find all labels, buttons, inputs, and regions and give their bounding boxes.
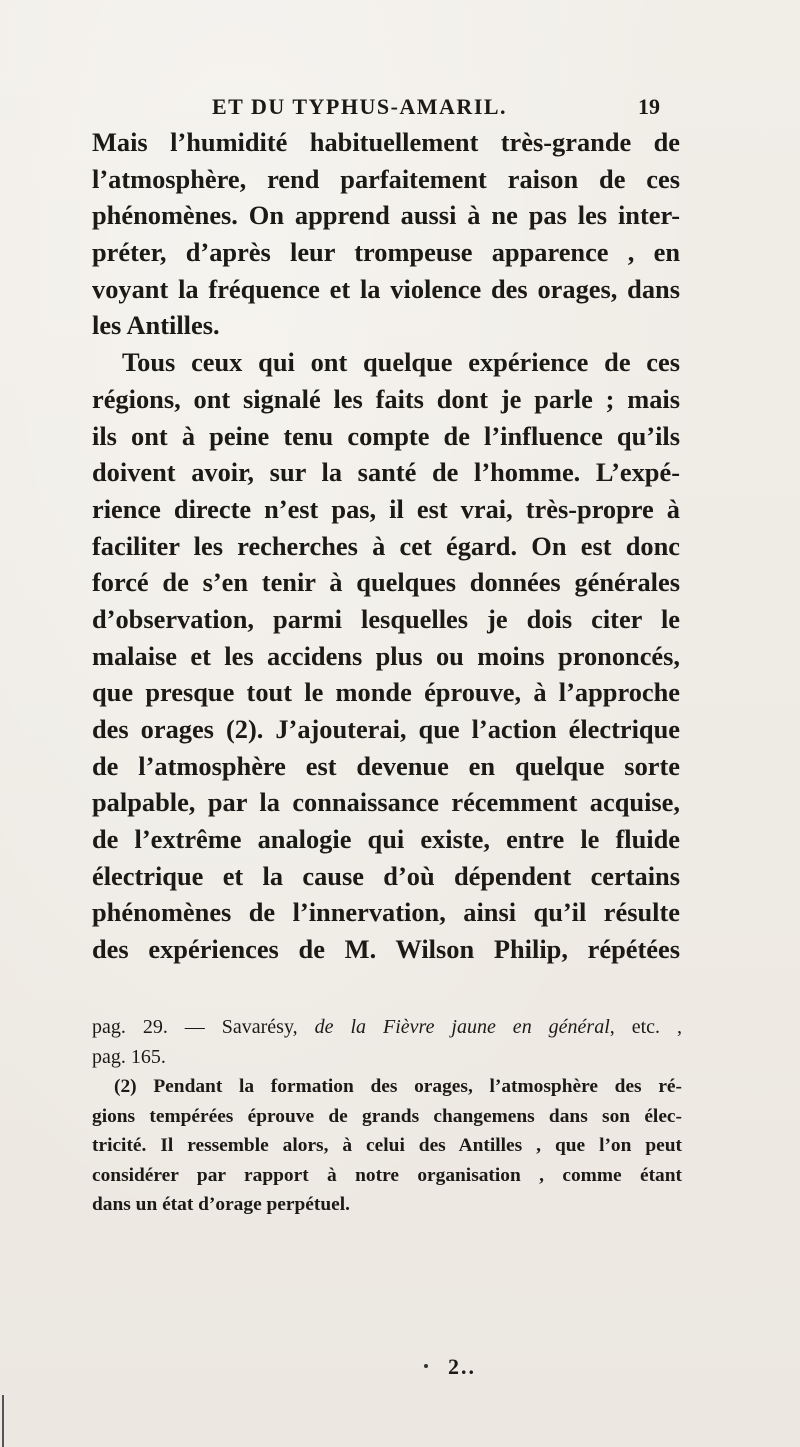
- footnote-2-line: (2) Pendant la formation des orages, l’atmosphère des ré-: [114, 1076, 682, 1097]
- text-line: forcé de s’en tenir à quelques données générales: [92, 567, 680, 598]
- text-line: palpable, par la connaissance récemment acquise,: [92, 787, 680, 818]
- text-line: phénomènes de l’innervation, ainsi qu’il résulte: [92, 897, 680, 928]
- page-edge-mark: [2, 1395, 4, 1447]
- text-line: préter, d’après leur trompeuse apparence , en: [92, 237, 680, 268]
- text-line: des expériences de M. Wilson Philip, répétées: [92, 934, 680, 965]
- text-line: ils ont à peine tenu compte de l’influence qu’ils: [92, 420, 680, 451]
- signature-mark: 2..: [448, 1354, 476, 1379]
- footnote-1-prefix: pag. 29. — Savarésy,: [92, 1016, 315, 1038]
- footnote-1-suffix: , etc. ,: [609, 1016, 682, 1038]
- text-line: l’atmosphère, rend parfaitement raison de ces: [92, 163, 680, 194]
- main-text: [92, 124, 680, 968]
- footnote-2-line: tricité. Il ressemble alors, à celui des Antilles , que l’on peut: [92, 1135, 682, 1156]
- text-line: des orages (2). J’ajouterai, que l’action électrique: [92, 714, 680, 744]
- text-line: régions, ont signalé les faits dont je parle ; mais: [92, 383, 680, 414]
- footnote-2-line: dans un état d’orage perpétuel.: [92, 1194, 350, 1215]
- running-head: ET DU TYPHUS-AMARIL.: [212, 94, 508, 119]
- footnote-1-title: de la Fièvre jaune en général: [314, 1016, 610, 1038]
- text-line: faciliter les recherches à cet égard. On est donc: [92, 530, 680, 561]
- text-line: phénomènes. On apprend aussi à ne pas les inter-: [92, 200, 680, 231]
- footnote-2-line: gions tempérées éprouve de grands changemens dans son élec-: [92, 1105, 682, 1127]
- text-line: les Antilles.: [92, 310, 220, 341]
- text-line: voyant la fréquence et la violence des orages, dans: [92, 273, 680, 304]
- text-line: Tous ceux qui ont quelque expérience de ces: [122, 347, 680, 378]
- footnote-2-line: considérer par rapport à notre organisation , comme étant: [92, 1164, 682, 1186]
- page-header: [0, 94, 800, 124]
- text-line: malaise et les accidens plus ou moins prononcés,: [92, 640, 680, 671]
- footnote-1-line-2: pag. 165.: [92, 1045, 166, 1068]
- text-line: que presque tout le monde éprouve, à l’approche: [92, 677, 680, 708]
- footnote-1-line: [92, 1013, 682, 1043]
- text-line: doivent avoir, sur la santé de l’homme. L’expé-: [92, 457, 680, 488]
- text-line: électrique et la cause d’où dépendent certains: [92, 860, 680, 891]
- signature-dot: [424, 1364, 428, 1368]
- text-line: de l’atmosphère est devenue en quelque sorte: [92, 750, 680, 781]
- footnotes: [92, 1013, 682, 1220]
- page-number: 19: [638, 94, 660, 119]
- text-line: d’observation, parmi lesquelles je dois citer le: [92, 603, 680, 634]
- text-line: Mais l’humidité habituellement très-grande de: [92, 127, 680, 157]
- text-line: rience directe n’est pas, il est vrai, très-propre à: [92, 493, 680, 524]
- text-line: de l’extrême analogie qui existe, entre le fluide: [92, 824, 680, 855]
